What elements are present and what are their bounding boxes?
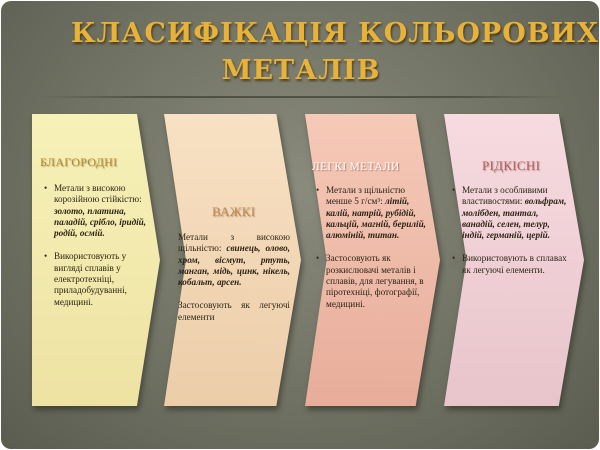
description-paragraph — [178, 232, 290, 288]
title-divider — [36, 96, 566, 98]
usage-text: Використовують у вигляді сплавів у електротехніці, приладобудуванні, медицині. — [54, 251, 127, 307]
examples-text: літій, калій, натрій, рубідій, кальцій, магній, берилій, алюміній, титан. — [326, 196, 426, 241]
bullet-usage — [44, 251, 156, 307]
examples-text: золото, платина, паладій, срібло, іридій, родій, осмій. — [54, 205, 147, 239]
description-text: Метали з особливими властивостями: — [462, 185, 548, 207]
examples-text: вольфрам, молібден, тантал, ванадій, селен, телур, індій, германій, церій. — [462, 196, 567, 241]
bullet-list — [44, 183, 156, 308]
chevron-rare-metals — [444, 114, 584, 406]
usage-text: Застосовують як легуючі елементи — [178, 300, 290, 322]
description-text: Метали з високою щільністю: — [178, 232, 290, 254]
usage-text: Використовують в сплавах як легуючі елементи. — [462, 253, 567, 275]
examples-text: свинець, олово, хром, вісмут, ртуть, манган, мідь, цинк, нікель, кобальт, арсен. — [178, 243, 290, 288]
category-content — [316, 185, 428, 322]
bullet-description — [452, 185, 568, 241]
description-text: Метали з високою корозійною стійкістю: — [54, 183, 142, 205]
category-heading: БЛАГОРОДНІ — [40, 155, 118, 169]
bullet-description — [316, 185, 428, 241]
slide-title-line-1: КЛАСИФІКАЦІЯ КОЛЬОРОВИХ — [71, 18, 599, 49]
bullet-list — [452, 185, 568, 276]
chevron-light-metals — [305, 114, 440, 406]
chevron-noble-metals — [32, 114, 160, 406]
bullet-usage — [316, 253, 428, 309]
category-content — [178, 232, 290, 323]
category-heading: ВАЖКІ — [212, 204, 256, 219]
description-text: Метали з щільністю менше 5 г/см³: — [326, 185, 405, 207]
category-heading: РІДКІСНІ — [482, 158, 541, 173]
bullet-list — [316, 185, 428, 310]
usage-text: Застосовують як розкислювачі металів і сплавів, для легування, в піротехніці, фотографії, медицині. — [326, 253, 424, 309]
bullet-description — [44, 183, 156, 239]
bullet-usage — [452, 253, 568, 276]
chevron-heavy-metals — [164, 114, 301, 406]
category-heading: ЛЕГКІ МЕТАЛИ — [312, 161, 400, 173]
category-content — [452, 185, 568, 288]
slide-title-line-2: МЕТАЛІВ — [221, 55, 381, 86]
category-content — [44, 183, 156, 320]
slide — [1, 1, 599, 449]
